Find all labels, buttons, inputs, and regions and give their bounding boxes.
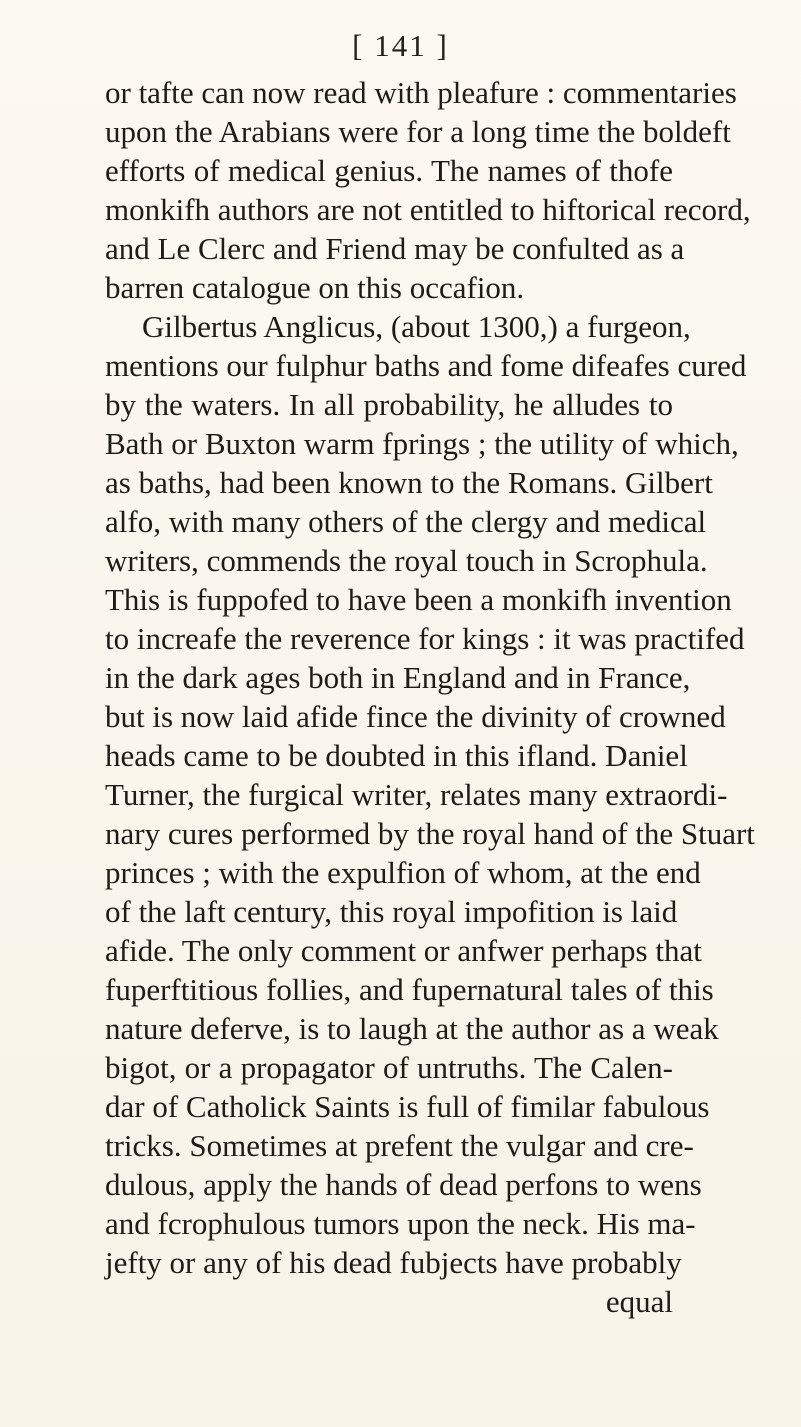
text-line-7: Gilbertus Anglicus, (about 1300,) a furgeon, bbox=[142, 309, 691, 344]
text-line-16: in the dark ages both in England and in France, bbox=[105, 660, 691, 695]
text-line-18: heads came to be doubted in this ifland. Daniel bbox=[105, 738, 688, 773]
text-line-26: bigot, or a propagator of untruths. The Calen- bbox=[105, 1050, 673, 1085]
text-line-4: monkifh authors are not entitled to hiftorical record, bbox=[105, 192, 751, 227]
text-line-28: tricks. Sometimes at prefent the vulgar and cre- bbox=[105, 1128, 694, 1163]
text-line-27: dar of Catholick Saints is full of fimilar fabulous bbox=[105, 1089, 710, 1124]
text-line-8: mentions our fulphur baths and fome difeafes cured bbox=[105, 348, 747, 383]
text-line-12: alfo, with many others of the clergy and medical bbox=[105, 504, 707, 539]
text-line-10: Bath or Buxton warm fprings ; the utility of which, bbox=[105, 426, 739, 461]
text-line-20: nary cures performed by the royal hand of the Stuart bbox=[105, 816, 755, 851]
text-line-29: dulous, apply the hands of dead perfons to wens bbox=[105, 1167, 702, 1202]
text-line-11: as baths, had been known to the Romans. Gilbert bbox=[105, 465, 713, 500]
text-line-19: Turner, the furgical writer, relates many extraordi- bbox=[105, 777, 728, 812]
page-number-header: [ 141 ] bbox=[352, 28, 449, 63]
text-line-15: to increafe the reverence for kings : it was practifed bbox=[105, 621, 745, 656]
catchword: equal bbox=[605, 1284, 673, 1319]
text-line-5: and Le Clerc and Friend may be confulted as a bbox=[105, 231, 685, 266]
text-line-2: upon the Arabians were for a long time the boldeft bbox=[105, 114, 731, 149]
text-line-13: writers, commends the royal touch in Scrophula. bbox=[105, 543, 708, 578]
text-line-21: princes ; with the expulfion of whom, at the end bbox=[105, 855, 701, 890]
text-line-1: or tafte can now read with pleafure : commentaries bbox=[105, 75, 737, 110]
text-line-23: afide. The only comment or anfwer perhaps that bbox=[105, 933, 702, 968]
text-line-25: nature deferve, is to laugh at the author as a weak bbox=[105, 1011, 719, 1046]
text-line-3: efforts of medical genius. The names of thofe bbox=[105, 153, 673, 188]
text-line-22: of the laft century, this royal impofition is laid bbox=[105, 894, 678, 929]
text-line-9: by the waters. In all probability, he alludes to bbox=[105, 387, 673, 422]
text-line-6: barren catalogue on this occafion. bbox=[105, 270, 525, 305]
text-line-31: jefty or any of his dead fubjects have probably bbox=[105, 1245, 682, 1280]
text-line-30: and fcrophulous tumors upon the neck. His ma- bbox=[105, 1206, 696, 1241]
text-line-17: but is now laid afide fince the divinity of crowned bbox=[105, 699, 726, 734]
text-line-14: This is fuppofed to have been a monkifh invention bbox=[105, 582, 732, 617]
text-line-24: fuperftitious follies, and fupernatural tales of this bbox=[105, 972, 714, 1007]
